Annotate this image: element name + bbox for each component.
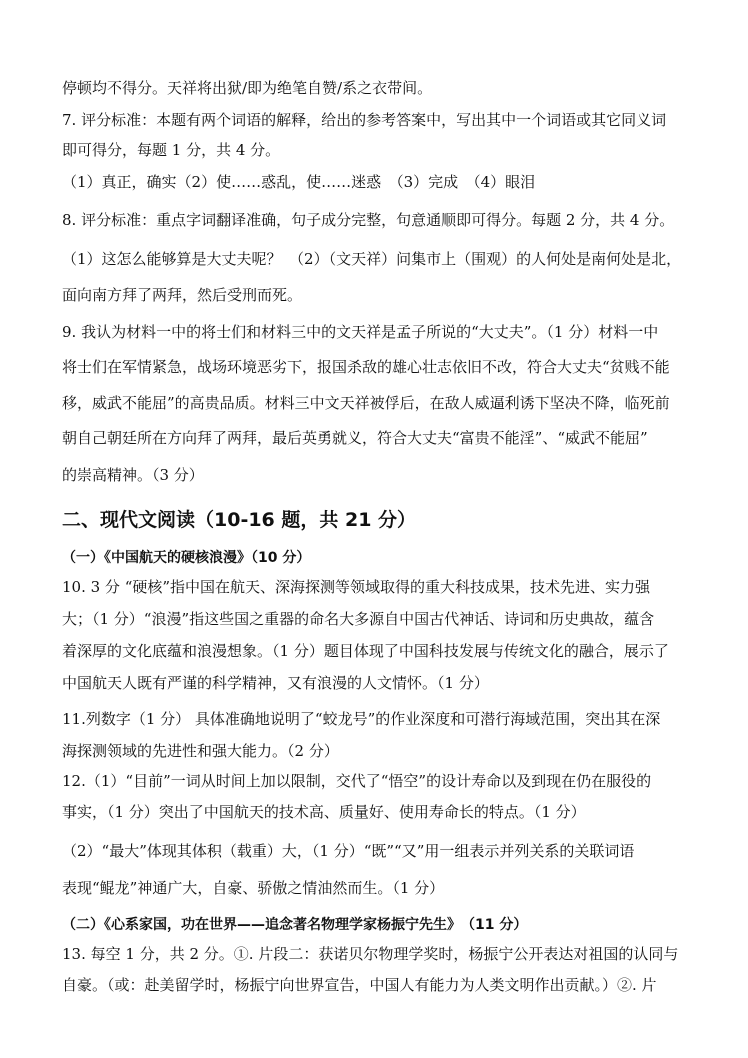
text-line: 将士们在军情紧急，战场环境恶劣下，报国杀敌的雄心壮志依旧不改，符合大丈夫“贫贱不能	[62, 358, 670, 376]
text-line: 朝自己朝廷所在方向拜了两拜，最后英勇就义，符合大丈夫“富贵不能淫”、“威武不能屈”	[62, 429, 648, 447]
text-line: 7. 评分标准：本题有两个词语的解释，给出的参考答案中，写出其中一个词语或其它同义词	[62, 111, 667, 129]
text-line: 中国航天人既有严谨的科学精神，又有浪漫的人文情怀。（1 分）	[62, 674, 489, 692]
section-heading: 二、现代文阅读（10-16 题，共 21 分）	[62, 509, 417, 531]
text-line: 8. 评分标准：重点字词翻译准确，句子成分完整，句意通顺即可得分。每题 2 分，共 4 分。	[62, 211, 675, 229]
subsection-heading: （一）《中国航天的硬核浪漫》（10 分）	[62, 550, 311, 566]
text-line: 12.（1）“目前”一词从时间上加以限制，交代了“悟空”的设计寿命以及到现在仍在服役的	[62, 772, 652, 790]
text-line: 11.列数字（1 分） 具体准确地说明了“蛟龙号”的作业深度和可潜行海域范围，突出其在深	[62, 710, 661, 728]
text-line: 自豪。（或：赴美留学时，杨振宁向世界宣告，中国人有能力为人类文明作出贡献。）②. 片	[62, 976, 657, 994]
text-line: （1）这怎么能够算是大丈夫呢？ （2）（文天祥）问集市上（围观）的人何处是南何处是北，	[62, 250, 682, 268]
text-line: 10. 3 分 “硬核”指中国在航天、深海探测等领域取得的重大科技成果，技术先进、实力强	[62, 578, 651, 596]
text-line: 9. 我认为材料一中的将士们和材料三中的文天祥是孟子所说的“大丈夫”。（1 分）材料一中	[62, 323, 659, 341]
text-line: 海探测领域的先进性和强大能力。（2 分）	[62, 742, 339, 760]
text-line: 表现“鲲龙”神通广大，自豪、骄傲之情油然而生。（1 分）	[62, 879, 445, 897]
text-line: 的崇高精神。（3 分）	[62, 466, 204, 484]
subsection-heading: （二）《心系家国，功在世界——追念著名物理学家杨振宁先生》 （11 分）	[62, 917, 528, 933]
text-line: 着深厚的文化底蕴和浪漫想象。（1 分）题目体现了中国科技发展与传统文化的融合，展示了	[62, 642, 669, 660]
text-line: 即可得分，每题 1 分，共 4 分。	[62, 141, 281, 159]
text-line: （2）“最大”体现其体积（载重）大，（1 分）“既”“又”用一组表示并列关系的关联词语	[62, 842, 635, 860]
text-line: （1）真正，确实（2）使……惑乱，使……迷惑 （3）完成 （4）眼泪	[62, 173, 536, 191]
text-line: 面向南方拜了两拜，然后受刑而死。	[62, 286, 303, 304]
text-line: 停顿均不得分。天祥将出狱/即为绝笔自赞/系之衣带间。	[62, 79, 433, 97]
text-line: 大；（1 分）“浪漫”指这些国之重器的命名大多源自中国古代神话、诗词和历史典故，蕴含	[62, 610, 655, 628]
text-line: 13. 每空 1 分，共 2 分。①. 片段二：获诺贝尔物理学奖时，杨振宁公开表达对祖国的认同与	[62, 945, 679, 963]
text-line: 移，威武不能屈”的高贵品质。材料三中文天祥被俘后，在敌人威逼利诱下坚决不降，临死前	[62, 394, 670, 412]
text-line: 事实，（1 分）突出了中国航天的技术高、质量好、使用寿命长的特点。（1 分）	[62, 803, 586, 821]
